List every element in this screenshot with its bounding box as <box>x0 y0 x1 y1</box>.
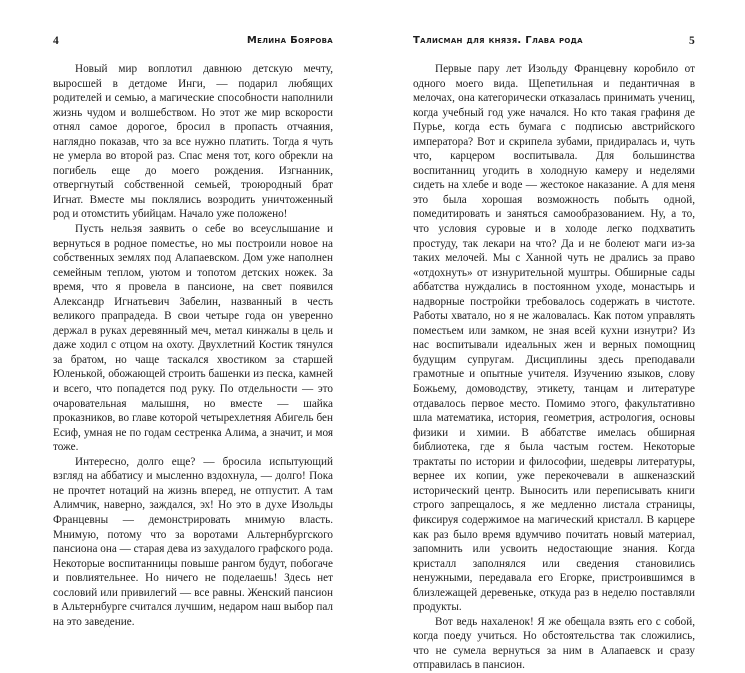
right-page <box>413 0 695 672</box>
paragraph: Пусть нельзя заявить о себе во всеуслышание и вернуться в родное поместье, но мы построили новое на собственных землях под Алапаевском. Дом уже наполнен семейным теплом, уютом и топотом детских ножек. За время, что я провела в пансионе, на свет появился Александр Игнатьевич Забелин, названный в честь великого прапрадеда. В свои четыре года он уверенно держал в руках деревянный меч, метал кинжалы в цель и даже ходил с отцом на охоту. Двухлетний Костик тянулся за братом, но чаще таскался хвостиком за старшей Юленькой, обожающей строить башенки из песка, камней и всего, что попадется под руку. По отдельности — это очаровательная малышня, но вместе — шайка проказников, во главе которой четырехлетняя Абигель бен Есиф, умная не по годам сестренка Алима, а значит, и моя тоже. <box>53 223 333 454</box>
page-body <box>413 62 695 673</box>
page-header <box>53 35 333 49</box>
paragraph: Новый мир воплотил давнюю детскую мечту, выросшей в детдоме Инги, — подарил любящих родителей и семью, а магические способности наполнили жизнь чудом и волшебством. Но этот же мир вскорости отнял самое дорогое, бросил в пропасть отчаяния, наглядно показав, что за все нужно платить. Тогда я чуть не умерла во второй раз. Спас меня тот, кого обрекли на погибель еще до моего рождения. Изгнанник, отвергнутый собственной семьей, троюродный брат Игнат. Вместе мы поклялись возродить уничтоженный род и отомстить убийцам. Начало уже положено! <box>53 63 333 221</box>
page-header <box>413 35 695 49</box>
page-number: 4 <box>53 35 59 47</box>
paragraph: Интересно, долго еще? — бросила испытующий взгляд на аббатису и мысленно вздохнула, — долго! Пока не прочтет нотаций на жизнь вперед, не отпустит. А там Алимчик, наверно, заждался, эх! Но это в духе Изольды Францевны — демонстрировать мнимую власть. Мнимую, потому что за воротами Альтернбургского пансиона она — старая дева из захудалого графского рода. Некоторые воспитанницы повыше рангом будут, побогаче и повлиятельнее. Но ничего не поделаешь! Здесь нет сословий или привилегий — все равны. Женский пансион в Альтернбурге считался лучшим, недаром наш выбор пал на это заведение. <box>53 455 333 628</box>
page-number: 5 <box>689 35 695 47</box>
running-head-title: Талисман для князя. Глава рода <box>413 35 583 46</box>
paragraph: Первые пару лет Изольду Францевну коробило от одного моего вида. Щепетильная и педантичная в мелочах, она категорически отказалась принимать учениц, когда учебный год уже начался. Но кто такая графиня де Пурье, когда есть бумага с подписью австрийского императора? Вот и скрипела зубами, придиралась и, чуть что, карцером воспитывала. Для большинства воспитанниц угодить в холодную камеру и неделями сидеть на хлебе и воде — жестокое наказание. А для меня это была хорошая возможность побыть одной, помедитировать и заняться самообразованием. Ну, а то, что условия суровые и в холоде легко подхватить простуду, так лекари на что? Да и не болеют маги из-за таких мелочей. Мы с Ханной чуть не дрались за право «отдохнуть» от изнурительной муштры. Обширные сады аббатства нуждались в постоянном уходе, монастырь и надворные постройки требовалось содержать в чистоте. Работы хватало, но я не жаловалась. Как потом управлять поместьем или замком, не зная всей кухни изнутри? Из нас воспитывали идеальных жен и верных помощниц будущим супругам. Дисциплины здесь преподавали грамотные и опытные учителя. Изучению языков, слову Божьему, домоводству, этикету, танцам и литературе отдавалось первое место. Помимо этого, факультативно шла математика, история, геометрия, астрология, основы физики и химии. В аббатстве имелась обширная библиотека, где я была частым гостем. Некоторые трактаты по истории и философии, шедевры литературы, вернее их копии, уже перекочевали в ашкеназский исторический центр. Выносить или переписывать книги строго запрещалось, я же медленно листала страницы, фиксируя содержимое на магический кристалл. В карцере как раз было время вдумчиво почитать новый материал, запомнить или усвоить недостающие знания. Когда кристалл заполнялся или сведения становились ненужными, передавала его Егорке, пристроившимся в близлежащей деревеньке, откуда раз в неделю поставляли продукты. <box>413 63 695 614</box>
paragraph: Вот ведь нахаленок! Я же обещала взять его с собой, когда поеду учиться. Но обстоятельства так сложились, что не сумела вернуться за ним в Алапаевск и сразу отправилась в пансион. <box>413 615 695 672</box>
running-head-author: Мелина Боярова <box>246 35 333 46</box>
page-body <box>53 62 333 629</box>
left-page <box>53 0 333 628</box>
